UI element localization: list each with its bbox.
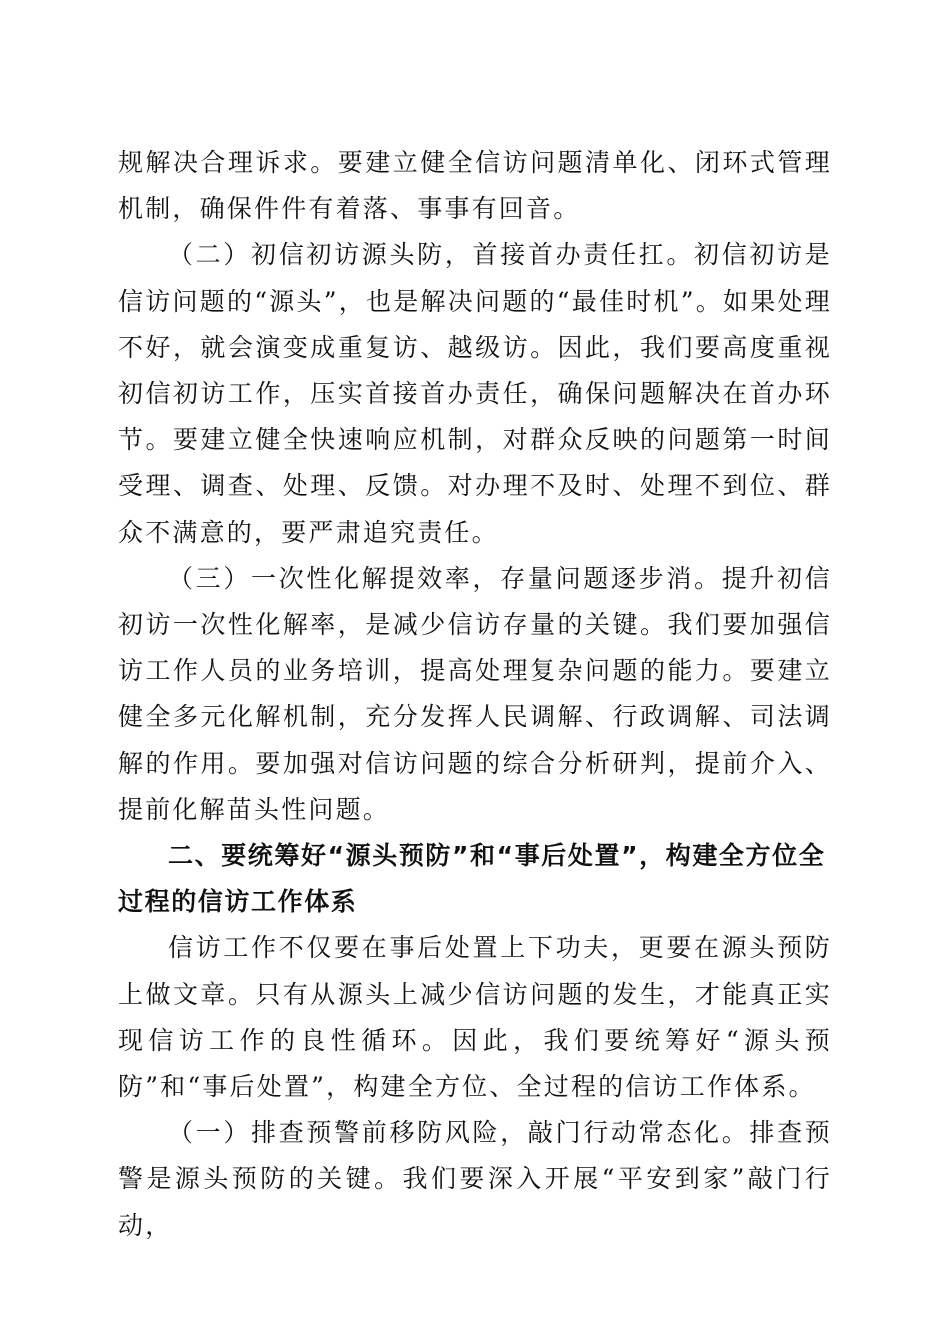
subheading-3: （三）一次性化解提效率，存量问题逐步消。: [168, 563, 722, 593]
section-heading: 二、要统筹好“源头预防”和“事后处置”，构建全方位全过程的信访工作体系: [118, 841, 826, 917]
paragraph-one-time-resolution: [118, 556, 832, 833]
paragraph-text: 初信初访是信访问题的“源头”，也是解决问题的“最佳时机”。如果处理不好，就会演变成重复访、越级访。因此，我们要高度重视初信初访工作，压实首接首办责任，确保问题解决在首办环节。要建立健全快速响应机制，对群众反映的问题第一时间受理、调查、处理、反馈。对办理不及时、处理不到位、群众不满意的，要严肃追究责任。: [118, 240, 832, 547]
paragraph-text: 提升初信初访一次性化解率，是减少信访存量的关键。我们要加强信访工作人员的业务培训，提高处理复杂问题的能力。要建立健全多元化解机制，充分发挥人民调解、行政调解、司法调解的作用。要加强对信访问题的综合分析研判，提前介入、提前化解苗头性问题。: [118, 563, 832, 824]
paragraph-text: 规解决合理诉求。要建立健全信访问题清单化、闭环式管理机制，确保件件有着落、事事有回音。: [118, 148, 832, 224]
paragraph-continued: [118, 140, 832, 232]
paragraph-section-intro: [118, 925, 832, 1110]
subheading-2: （二）初信初访源头防，首接首办责任扛。: [168, 240, 695, 270]
paragraph-text: 信访工作不仅要在事后处置上下功夫，更要在源头预防上做文章。只有从源头上减少信访问题的发生，才能真正实现信访工作的良性循环。因此，我们要统筹好“源头预防”和“事后处置”，构建全方位、全过程的信访工作体系。: [118, 933, 832, 1102]
document-page: [118, 140, 832, 1249]
subheading-1: （一）排查预警前移防风险，敲门行动常态化。: [168, 1118, 750, 1148]
paragraph-early-warning: [118, 1110, 832, 1249]
paragraph-text: 排查预警是源头预防的关键。我们要深入开展“平安到家”敲门行动，: [118, 1118, 832, 1240]
paragraph-initial-petitions: [118, 232, 832, 555]
